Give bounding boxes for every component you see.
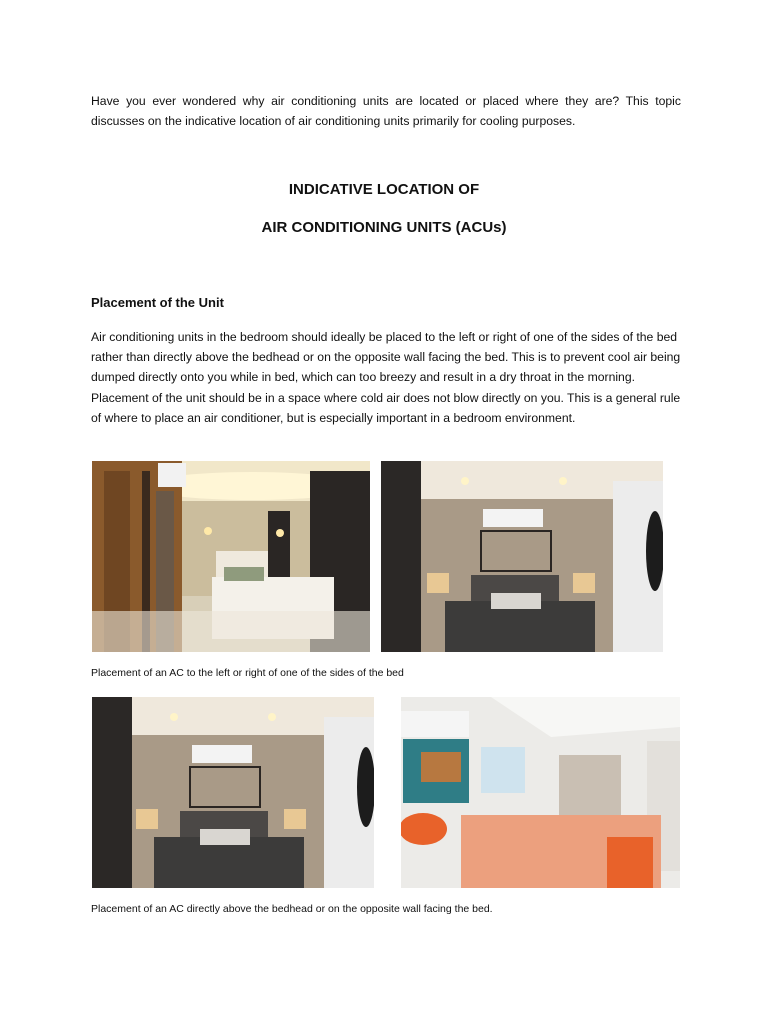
section-heading: Placement of the Unit xyxy=(91,295,224,310)
document-title-line-1: INDICATIVE LOCATION OF xyxy=(288,181,480,198)
section-body-paragraph: Air conditioning units in the bedroom should ideally be placed to the left or right of one of the sides of the bed rather than directly above the bedhead or on the opposite wall facing the bed. This is to prevent cool air being dumped directly onto you while in bed, which can too breezy and result in a dry throat in the morning. Placement of the unit should be in a space where cold air does not blow directly on you. This is a general rule of where to place an air conditioner, but is especially important in a bedroom environment. xyxy=(91,330,681,425)
bedroom-photo-ac-facing-bed xyxy=(401,697,680,888)
bedroom-photo-ac-above-bed xyxy=(92,697,374,888)
caption-side-placement: Placement of an AC to the left or right of one of the sides of the bed xyxy=(91,667,404,679)
document-title-line-2: AIR CONDITIONING UNITS (ACUs) xyxy=(261,219,507,236)
intro-paragraph: Have you ever wondered why air conditioning units are located or placed where they are? This topic discusses on the indicative location of air conditioning units primarily for cooling purposes. xyxy=(91,94,681,129)
bedroom-photo-ac-side-1 xyxy=(92,461,370,652)
bedroom-photo-ac-side-2 xyxy=(381,461,663,652)
caption-above-or-facing-placement: Placement of an AC directly above the bedhead or on the opposite wall facing the bed. xyxy=(91,903,493,915)
